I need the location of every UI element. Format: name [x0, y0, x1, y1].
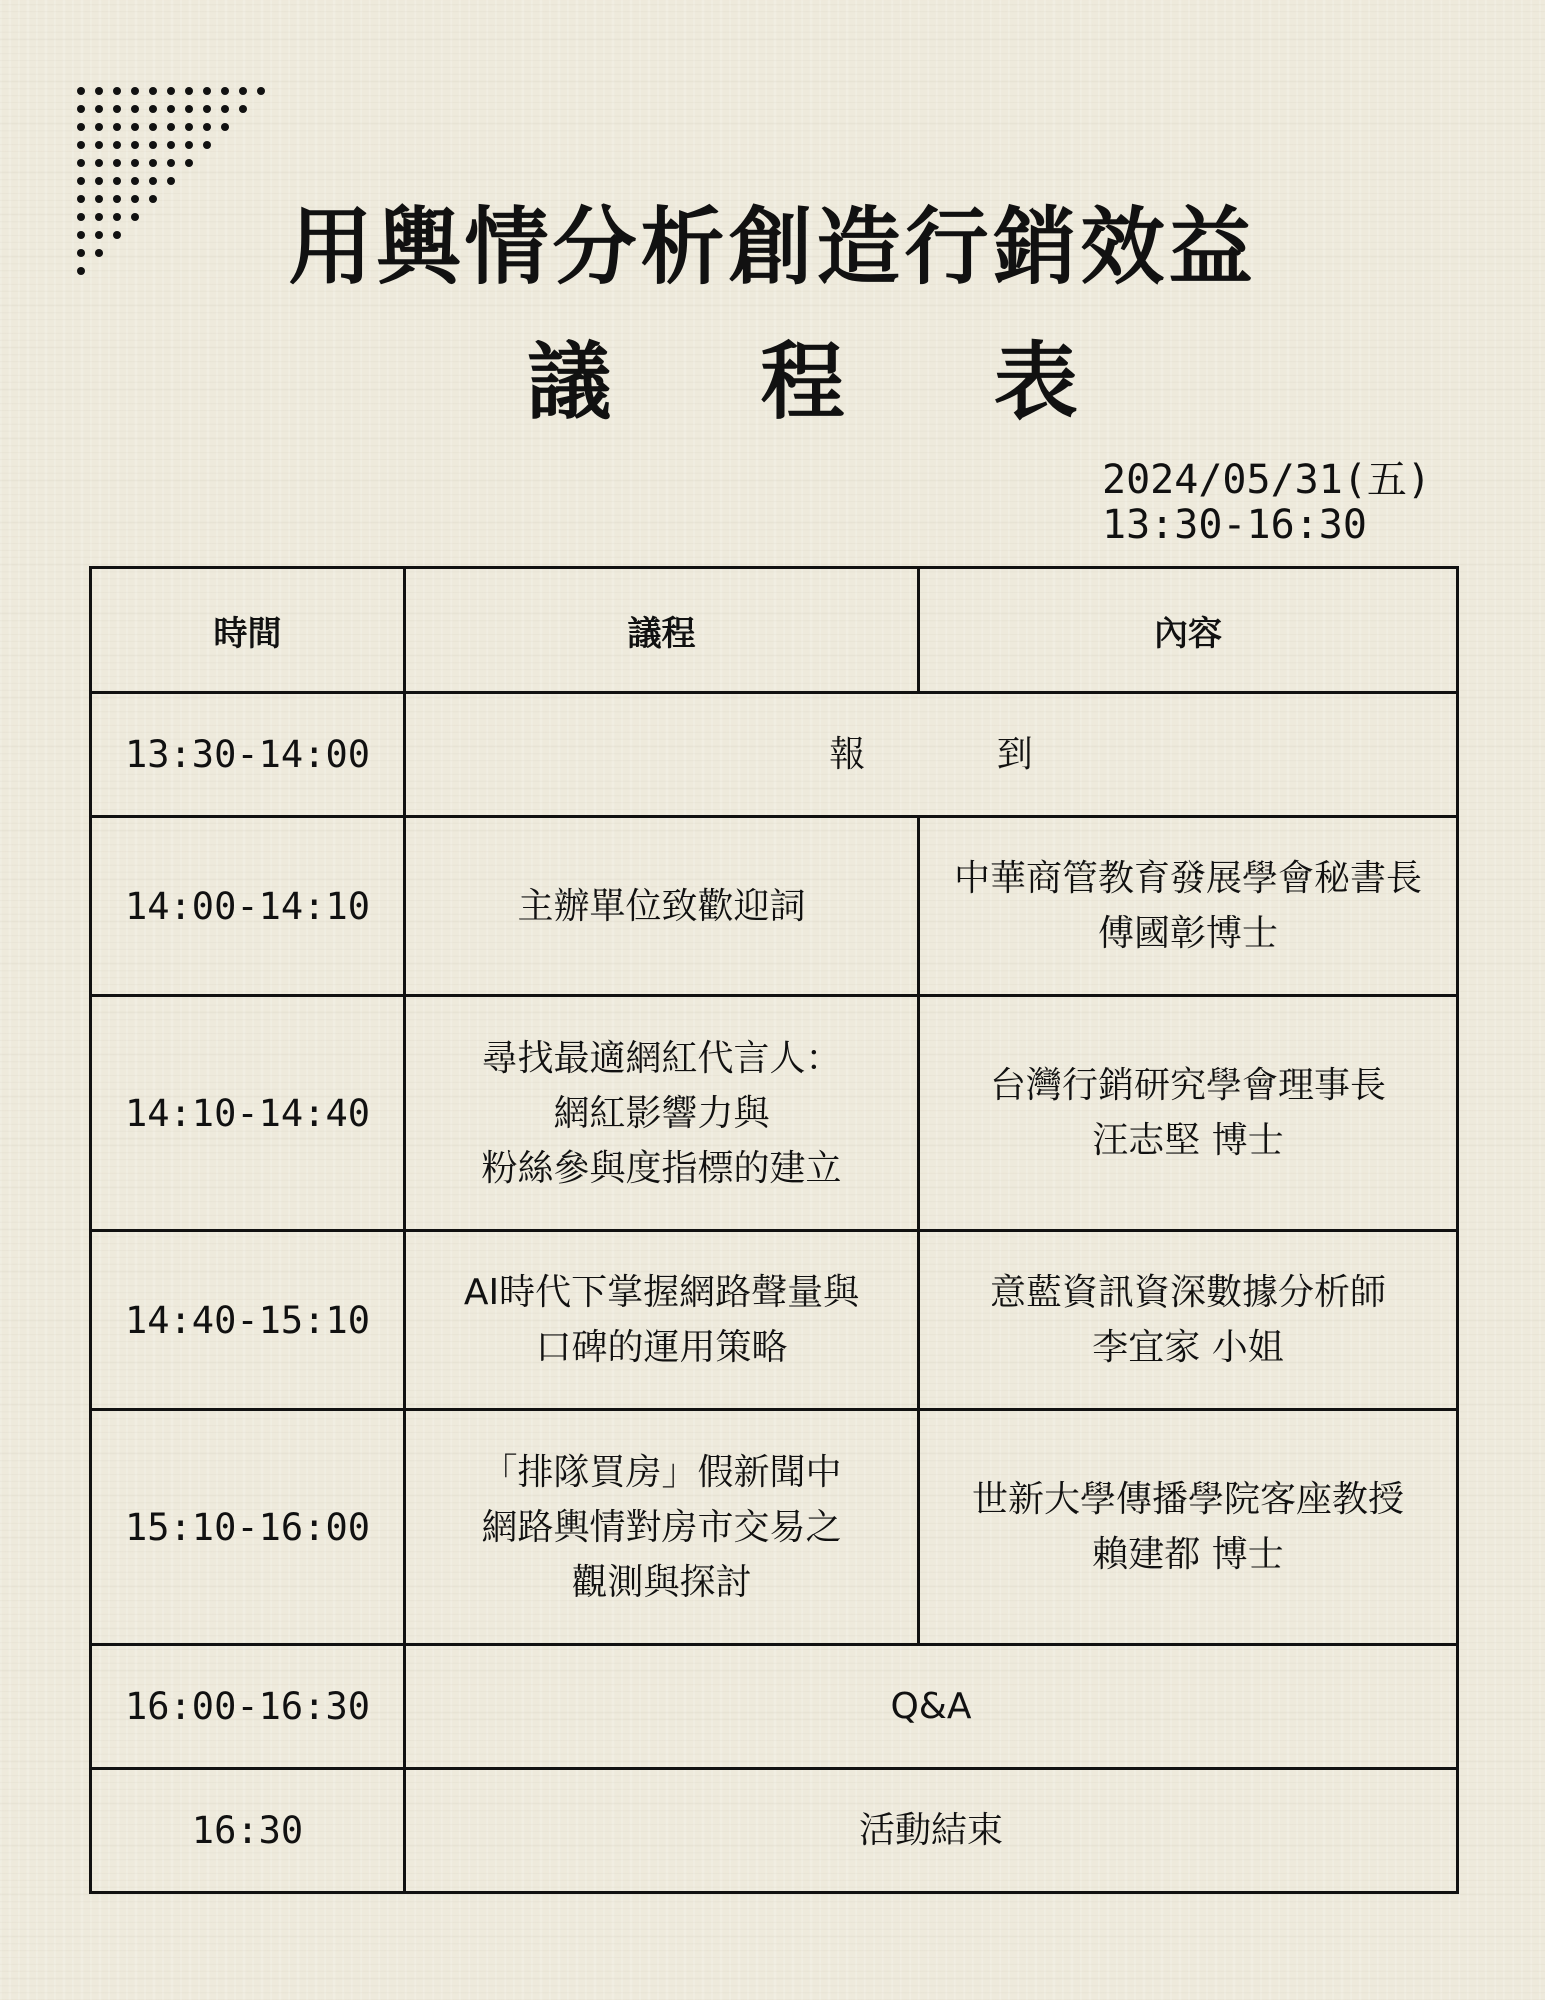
- event-end-label: 活動結束: [858, 1810, 1003, 1851]
- content-cell: [919, 817, 1458, 996]
- agenda-table: [89, 566, 1459, 1894]
- agenda-line: AI時代下掌握網路聲量與: [463, 1272, 860, 1313]
- agenda-line: 粉絲參與度指標的建立: [481, 1147, 842, 1189]
- agenda-line: 尋找最適網紅代言人：: [481, 1037, 842, 1079]
- page-subtitle: 議 程 表: [527, 333, 1138, 431]
- agenda-line: 觀測與探討: [571, 1561, 752, 1603]
- table-row: [91, 693, 1458, 817]
- time-cell: 16:00-16:30: [91, 1645, 405, 1769]
- column-header-time: 時間: [91, 568, 405, 693]
- content-cell: [919, 1410, 1458, 1645]
- speaker-name: 汪志堅 博士: [1092, 1120, 1284, 1161]
- agenda-cell: [405, 1410, 919, 1645]
- table-row: [91, 817, 1458, 996]
- agenda-line: 網紅影響力與: [553, 1092, 770, 1134]
- event-date: 2024/05/31(五): [1102, 457, 1431, 503]
- agenda-line: 主辦單位致歡迎詞: [517, 885, 806, 927]
- speaker-name: 賴建都 博士: [1092, 1534, 1284, 1575]
- agenda-cell: [405, 817, 919, 996]
- speaker-title: 意藍資訊資深數據分析師: [989, 1272, 1386, 1313]
- checkin-label: 報 到: [829, 734, 1093, 775]
- qa-label: Q&A: [890, 1686, 972, 1727]
- time-cell: 15:10-16:00: [91, 1410, 405, 1645]
- agenda-cell: [405, 996, 919, 1231]
- content-cell: [919, 996, 1458, 1231]
- agenda-cell: [405, 1231, 919, 1410]
- content-cell: [919, 1231, 1458, 1410]
- agenda-line: 「排隊買房」假新聞中: [481, 1451, 842, 1493]
- time-cell: 14:00-14:10: [91, 817, 405, 996]
- speaker-name: 傅國彰博士: [1097, 913, 1278, 954]
- table-row: [91, 996, 1458, 1231]
- agenda-line: 口碑的運用策略: [535, 1327, 788, 1368]
- table-row: [91, 1410, 1458, 1645]
- table-row: [91, 1769, 1458, 1893]
- table-header-row: [91, 568, 1458, 693]
- time-cell: 13:30-14:00: [91, 693, 405, 817]
- event-time-range: 13:30-16:30: [1102, 502, 1367, 548]
- speaker-name: 李宜家 小姐: [1092, 1327, 1284, 1368]
- merged-cell: [405, 1769, 1458, 1893]
- column-header-content: 內容: [919, 568, 1458, 693]
- speaker-title: 中華商管教育發展學會秘書長: [953, 858, 1422, 899]
- table-row: [91, 1231, 1458, 1410]
- time-cell: 16:30: [91, 1769, 405, 1893]
- agenda-line: 網路輿情對房市交易之: [481, 1506, 842, 1548]
- merged-cell: [405, 1645, 1458, 1769]
- table-row: [91, 1645, 1458, 1769]
- speaker-title: 台灣行銷研究學會理事長: [989, 1065, 1386, 1106]
- time-cell: 14:10-14:40: [91, 996, 405, 1231]
- speaker-title: 世新大學傳播學院客座教授: [971, 1479, 1404, 1520]
- time-cell: 14:40-15:10: [91, 1231, 405, 1410]
- column-header-agenda: 議程: [405, 568, 919, 693]
- page-title: 用輿情分析創造行銷效益: [288, 198, 1257, 296]
- merged-cell: [405, 693, 1458, 817]
